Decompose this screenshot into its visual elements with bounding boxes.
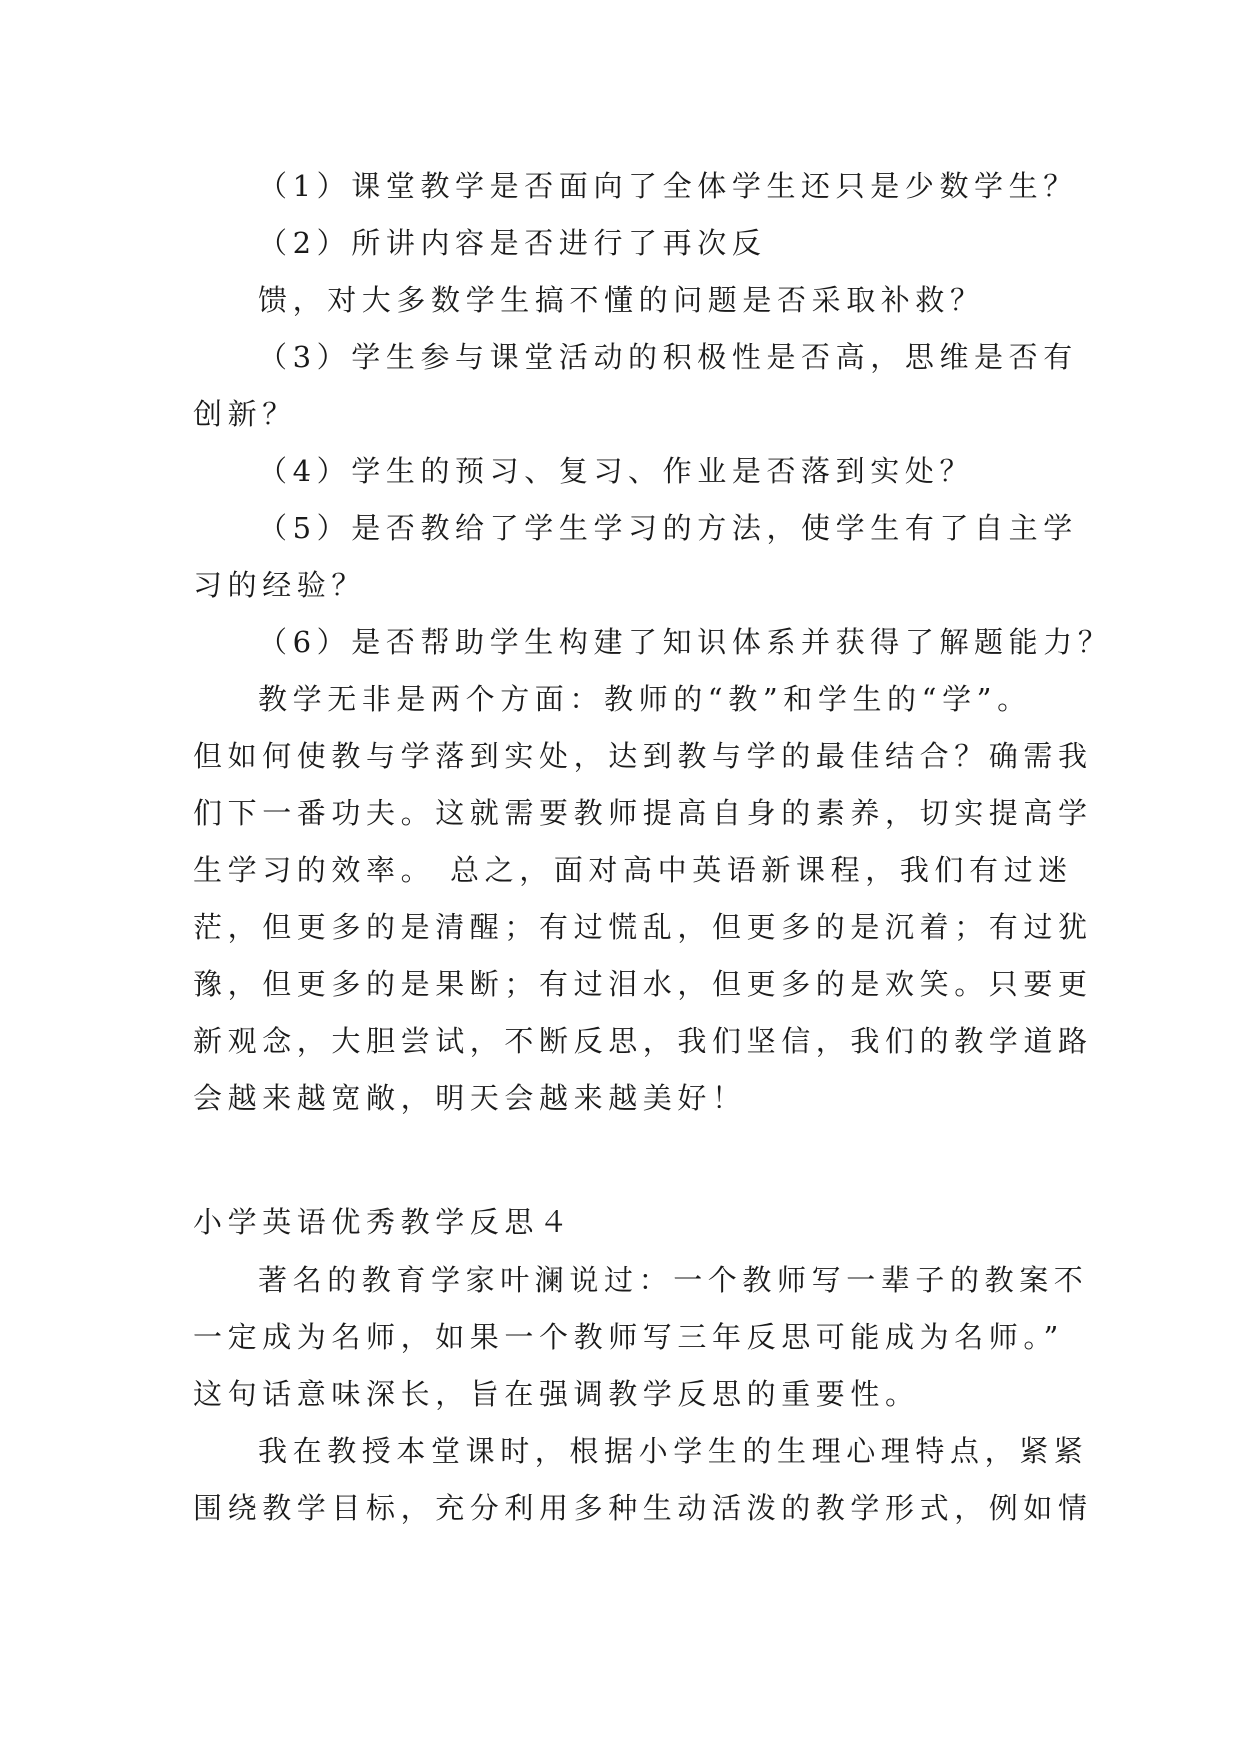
paragraph-line: 豫，但更多的是果断；有过泪水，但更多的是欢笑。只要更 [193, 967, 1093, 1001]
paragraph-line: 新观念，大胆尝试，不断反思，我们坚信，我们的教学道路 [193, 1024, 1093, 1058]
paragraph-line: 但如何使教与学落到实处，达到教与学的最佳结合？确需我 [193, 739, 1093, 773]
list-item-5-continuation: 习的经验？ [193, 568, 367, 602]
list-item-2-continuation: 馈，对大多数学生搞不懂的问题是否采取补救？ [258, 283, 985, 317]
paragraph-line: 教学无非是两个方面：教师的“教”和学生的“学”。 [258, 682, 1032, 716]
paragraph-line: 生学习的效率。 总之，面对高中英语新课程，我们有过迷 [193, 853, 1073, 887]
paragraph-line: 我在教授本堂课时，根据小学生的生理心理特点，紧紧 [258, 1434, 1089, 1468]
paragraph-line: 这句话意味深长，旨在强调教学反思的重要性。 [193, 1377, 920, 1411]
list-item-3-continuation: 创新？ [193, 397, 297, 431]
section-title: 小学英语优秀教学反思４ [193, 1205, 574, 1239]
list-item-5: （5）是否教给了学生学习的方法，使学生有了自主学 [258, 511, 1078, 545]
list-item-2: （2）所讲内容是否进行了再次反 [258, 226, 767, 260]
paragraph-line: 著名的教育学家叶澜说过：一个教师写一辈子的教案不 [258, 1263, 1089, 1297]
paragraph-line: 一定成为名师，如果一个教师写三年反思可能成为名师。” [193, 1320, 1064, 1354]
paragraph-line: 围绕教学目标，充分利用多种生动活泼的教学形式，例如情 [193, 1491, 1093, 1525]
list-item-1: （1）课堂教学是否面向了全体学生还只是少数学生？ [258, 169, 1078, 203]
paragraph-line: 茫，但更多的是清醒；有过慌乱，但更多的是沉着；有过犹 [193, 910, 1093, 944]
list-item-4: （4）学生的预习、复习、作业是否落到实处？ [258, 454, 975, 488]
paragraph-line: 们下一番功夫。这就需要教师提高自身的素养，切实提高学 [193, 796, 1093, 830]
list-item-3: （3）学生参与课堂活动的积极性是否高，思维是否有 [258, 340, 1078, 374]
paragraph-line: 会越来越宽敞，明天会越来越美好！ [193, 1081, 747, 1115]
list-item-6: （6）是否帮助学生构建了知识体系并获得了解题能力？ [258, 625, 1113, 659]
